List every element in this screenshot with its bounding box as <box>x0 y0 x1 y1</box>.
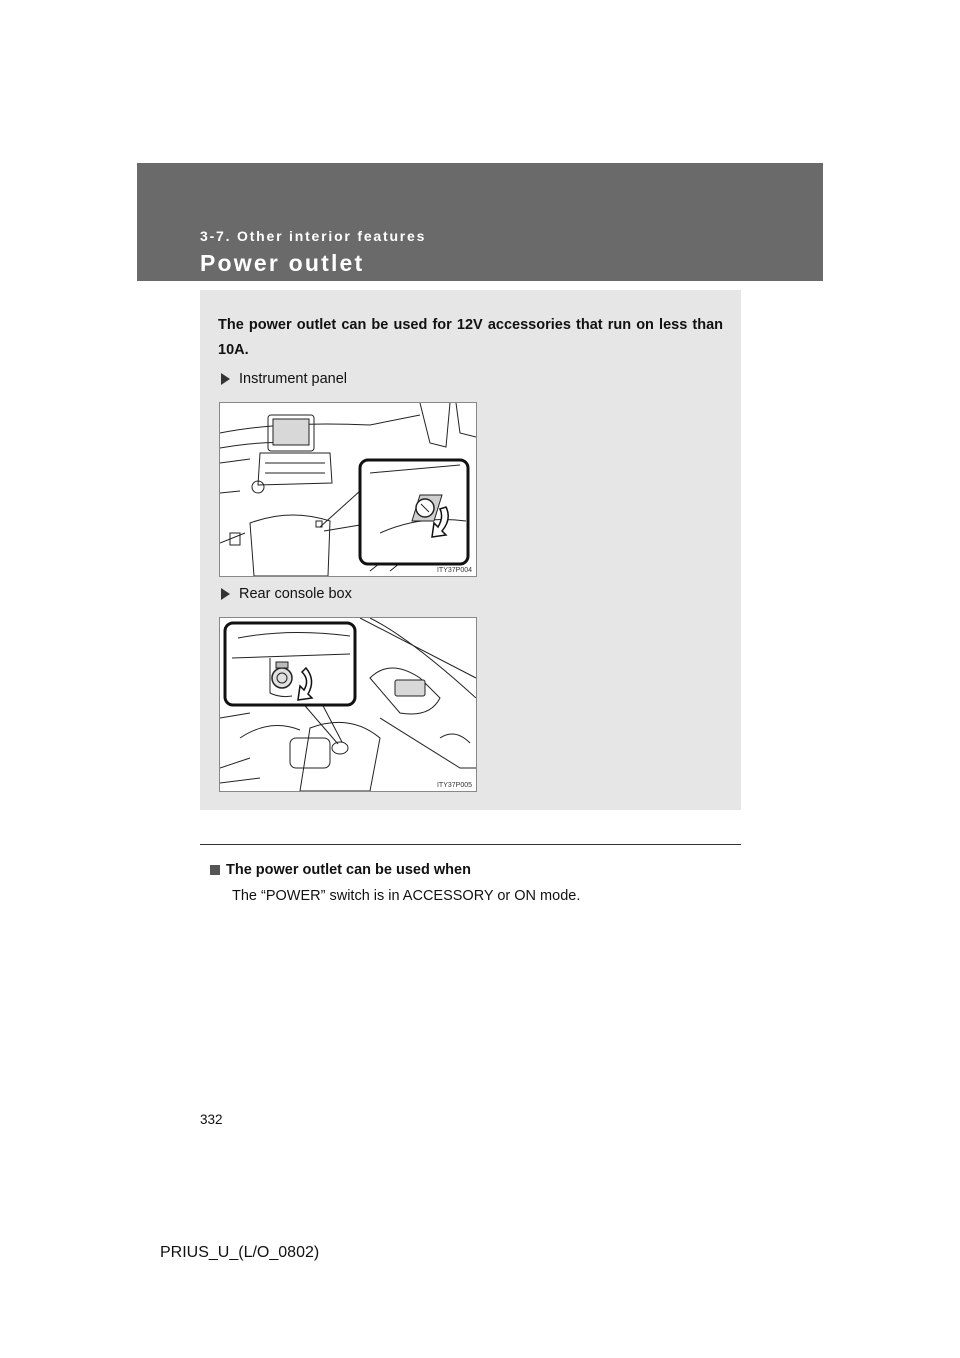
location-label: Rear console box <box>239 586 352 602</box>
arrow-right-icon <box>221 373 230 385</box>
figure-instrument-panel <box>219 402 477 577</box>
figure-code: ITY37P004 <box>436 567 472 574</box>
figure-rear-console-box <box>219 617 477 792</box>
note-heading <box>210 862 471 878</box>
page-number: 332 <box>200 1112 223 1127</box>
note-heading-text: The power outlet can be used when <box>226 862 471 878</box>
section-label: 3-7. Other interior features <box>200 228 427 244</box>
note-text: The “POWER” switch is in ACCESSORY or ON mode. <box>232 888 581 904</box>
figure-code: ITY37P005 <box>436 782 472 789</box>
location-rear-console-box <box>221 586 352 602</box>
square-bullet-icon <box>210 865 220 875</box>
section-divider <box>200 844 741 845</box>
instrument-panel-illustration <box>220 403 476 576</box>
doc-code: PRIUS_U_(L/O_0802) <box>160 1244 320 1261</box>
arrow-right-icon <box>221 588 230 600</box>
rear-console-illustration <box>220 618 476 791</box>
intro-text: The power outlet can be used for 12V accessories that run on less than 10A. <box>218 317 723 358</box>
location-instrument-panel <box>221 371 347 387</box>
page-title: Power outlet <box>200 250 365 276</box>
location-label: Instrument panel <box>239 371 348 387</box>
